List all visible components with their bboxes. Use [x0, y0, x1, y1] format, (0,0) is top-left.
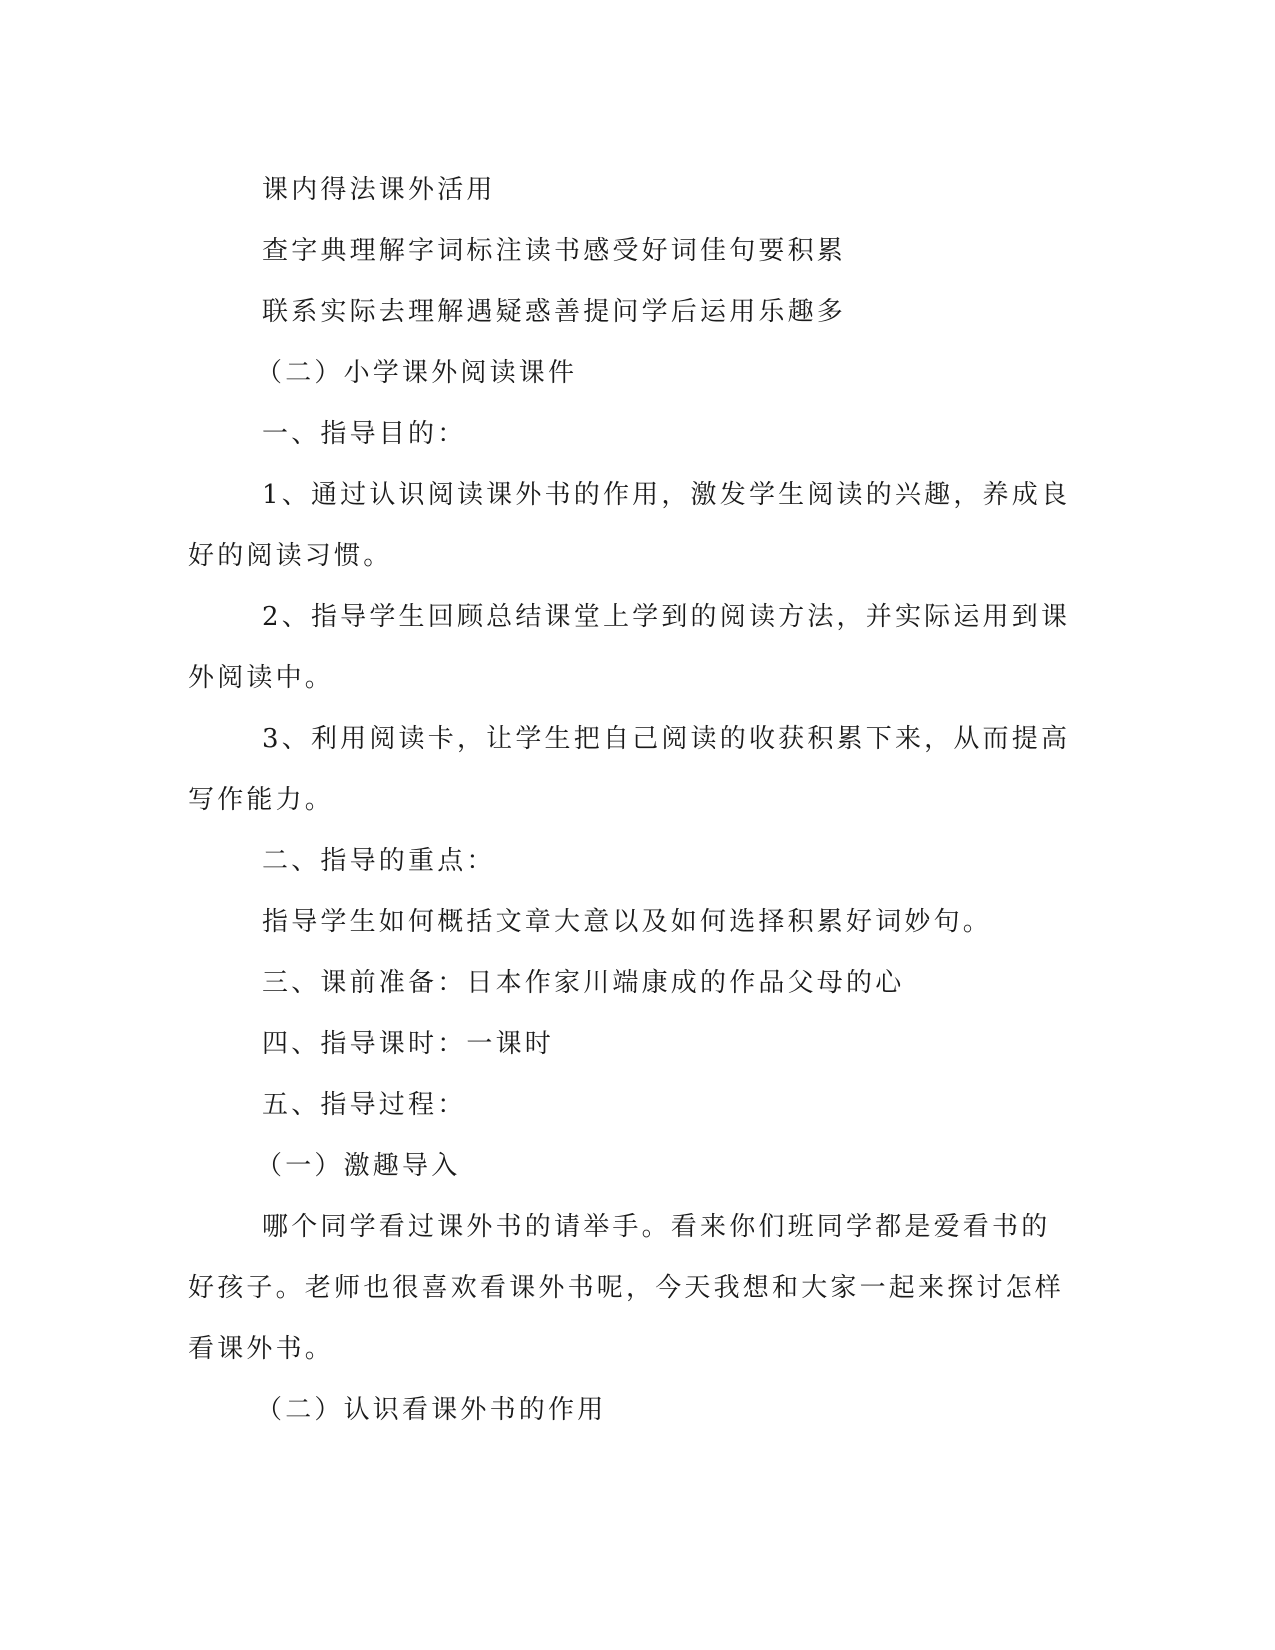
- paragraph: 课内得法课外活用: [262, 175, 496, 205]
- section-heading: 四、指导课时：一课时: [262, 1029, 555, 1059]
- paragraph: 联系实际去理解遇疑惑善提问学后运用乐趣多: [262, 297, 847, 327]
- paragraph: 指导学生如何概括文章大意以及如何选择积累好词妙句。: [262, 907, 993, 937]
- paragraph: 1、通过认识阅读课外书的作用，激发学生阅读的兴趣，养成良好的阅读习惯。: [188, 480, 1071, 571]
- section-heading: 三、课前准备：日本作家川端康成的作品父母的心: [262, 968, 905, 998]
- document-body: [188, 160, 1078, 1441]
- paragraph: 3、利用阅读卡，让学生把自己阅读的收获积累下来，从而提高写作能力。: [188, 724, 1071, 815]
- section-heading: （二）小学课外阅读课件: [256, 358, 578, 388]
- subsection-heading: （一）激趣导入: [256, 1151, 461, 1181]
- paragraph: 哪个同学看过课外书的请举手。看来你们班同学都是爱看书的好孩子。老师也很喜欢看课外书呢，今天我想和大家一起来探讨怎样看课外书。: [188, 1212, 1065, 1364]
- subsection-heading: （二）认识看课外书的作用: [256, 1395, 607, 1425]
- paragraph: 查字典理解字词标注读书感受好词佳句要积累: [262, 236, 847, 266]
- section-heading: 五、指导过程：: [262, 1090, 467, 1120]
- section-heading: 二、指导的重点：: [262, 846, 496, 876]
- section-heading: 一、指导目的：: [262, 419, 467, 449]
- paragraph: 2、指导学生回顾总结课堂上学到的阅读方法，并实际运用到课外阅读中。: [188, 602, 1071, 693]
